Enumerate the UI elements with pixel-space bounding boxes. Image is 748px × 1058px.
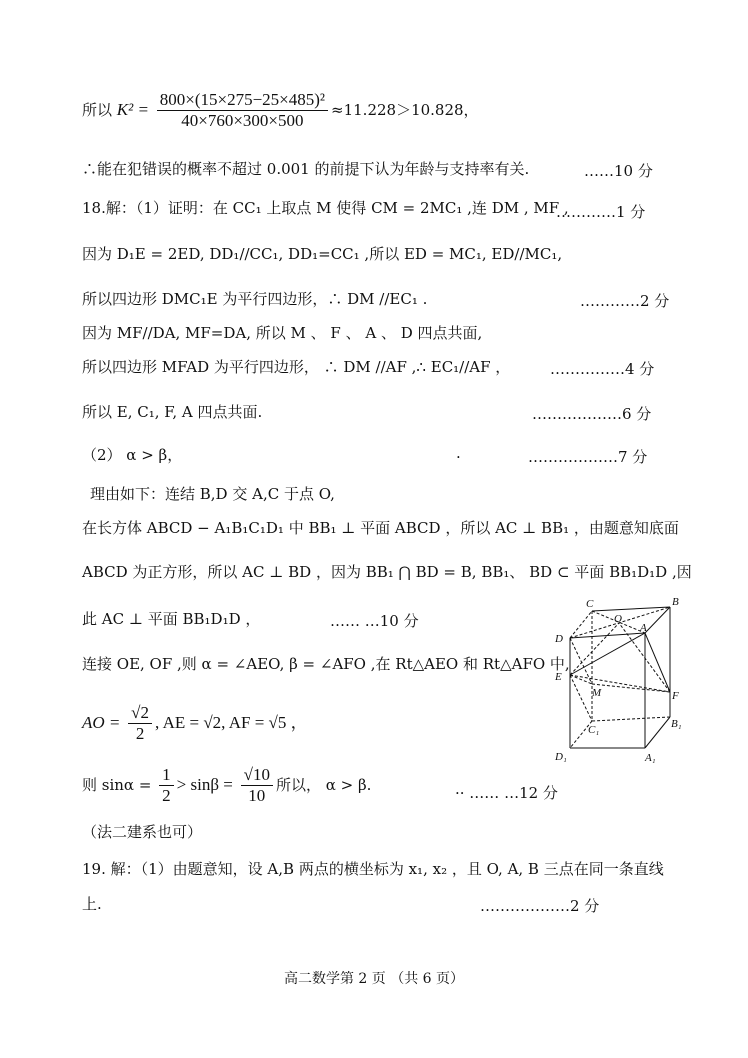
k2-result: ≈11.228＞10.828， [331,100,479,119]
score-2: …………2 分 [580,292,670,310]
label-A1: A₁ [645,752,656,764]
label-B1: B₁ [671,718,682,730]
edge-A-D [570,633,645,638]
edge-A1-B1 [645,717,670,748]
edge-B1-C1 [592,717,670,721]
connect-line: 连接 OE, OF ,则 α = ∠AEO, β = ∠AFO ,在 Rt△AEO 和 Rt△AFO 中, [82,655,570,673]
q19-line-1: 19. 解：（1）由题意知，设 A,B 两点的横坐标为 x₁, x₂ ，且 O, A, B 三点在同一条直线 [82,860,664,878]
stray-dot: . [456,444,461,462]
square-line: ABCD 为正方形，所以 AC ⊥ BD ，因为 BB₁ ⋂ BD = B, BB₁、 BD ⊂ 平面 BB₁D₁D ,因 [82,563,692,581]
label-D1: D₁ [555,751,567,763]
score-10a: ……10 分 [584,162,653,180]
sin-fraction-2-num: √10 [241,765,273,786]
label-F: F [672,690,679,702]
score-10b: …… …10 分 [330,612,419,630]
label-C1: C₁ [588,724,600,736]
sin-fraction-2-den: 10 [248,786,266,806]
label-D: D [555,633,563,645]
page-footer: 高二数学第 2 页 （共 6 页） [283,971,465,987]
label-E: E [555,671,562,683]
sin-middle: > sinβ = [176,774,233,794]
q18-line-2: 因为 D₁E = 2ED, DD₁//CC₁, DD₁=CC₁ ,所以 ED = MC₁, ED//MC₁, [82,245,563,263]
label-A: A [640,622,647,634]
seg-E-F [570,675,670,692]
sin-prefix: 则 sinα = [82,775,152,794]
alt-method: （法二建系也可） [82,823,203,841]
k2-lhs: K² = [116,99,149,119]
ao-lhs: AO = [82,712,121,732]
sin-fraction-1-num: 1 [159,765,174,786]
label-B: B [672,596,679,608]
score-2b: ………………2 分 [480,897,600,915]
box-line: 在长方体 ABCD − A₁B₁C₁D₁ 中 BB₁ ⊥ 平面 ABCD ，所以 AC ⊥ BB₁ ，由题意知底面 [82,519,679,537]
ao-fraction [128,703,152,745]
sin-post: 所以， α > β. [275,775,372,794]
k2-prefix: 所以 [82,100,117,119]
q18-line-5: 所以四边形 MFAD 为平行四边形， ∴ DM //AF ,∴ EC₁//AF ， [82,358,511,376]
ao-line [82,703,308,745]
q18-line-4: 因为 MF//DA, MF=DA, 所以 M 、 F 、 A 、 D 四点共面, [82,324,483,342]
seg-E-C1 [570,675,592,721]
label-O: O [614,613,622,625]
seg-E-A [570,633,645,675]
ao-numerator: √2 [128,703,152,724]
sin-fraction-1-den: 2 [162,786,171,806]
score-1: …………1 分 [556,203,646,221]
q18-line-6: 所以 E, C₁, F, A 四点共面. [82,403,263,421]
label-M: M [592,687,602,699]
label-C: C [586,598,594,610]
score-12: ·· …… …12 分 [455,784,558,802]
sin-line [82,765,371,807]
score-6: ………………6 分 [532,405,652,423]
reason-line: 理由如下：连结 B,D 交 A,C 于点 O, [90,485,335,503]
q18-line-3: 所以四边形 DMC₁E 为平行四边形，∴ DM //EC₁ . [82,290,428,308]
edge-D-C [570,611,592,638]
ao-rest: , AE = √2, AF = √5 ， [155,712,308,732]
q19-line-2: 上. [82,895,102,913]
cuboid-figure [552,596,692,766]
ao-denominator: 2 [135,724,145,744]
conclusion-line: ∴能在犯错误的概率不超过 0.001 的前提下认为年龄与支持率有关. [82,160,530,178]
k2-formula [82,90,479,132]
sin-fraction-2 [241,765,273,807]
score-4: ……………4 分 [550,360,655,378]
score-7: ………………7 分 [528,448,648,466]
k2-fraction [157,90,328,132]
k2-denominator: 40×760×300×500 [181,111,304,131]
perp-line: 此 AC ⊥ 平面 BB₁D₁D ， [82,610,261,628]
sin-fraction-1 [159,765,174,807]
k2-numerator: 800×(15×275−25×485)² [157,90,328,111]
q18-part-2: （2） α > β， [82,446,183,464]
q18-heading: 18.解：（1）证明：在 CC₁ 上取点 M 使得 CM = 2MC₁ ,连 DM , MF , [82,199,569,217]
